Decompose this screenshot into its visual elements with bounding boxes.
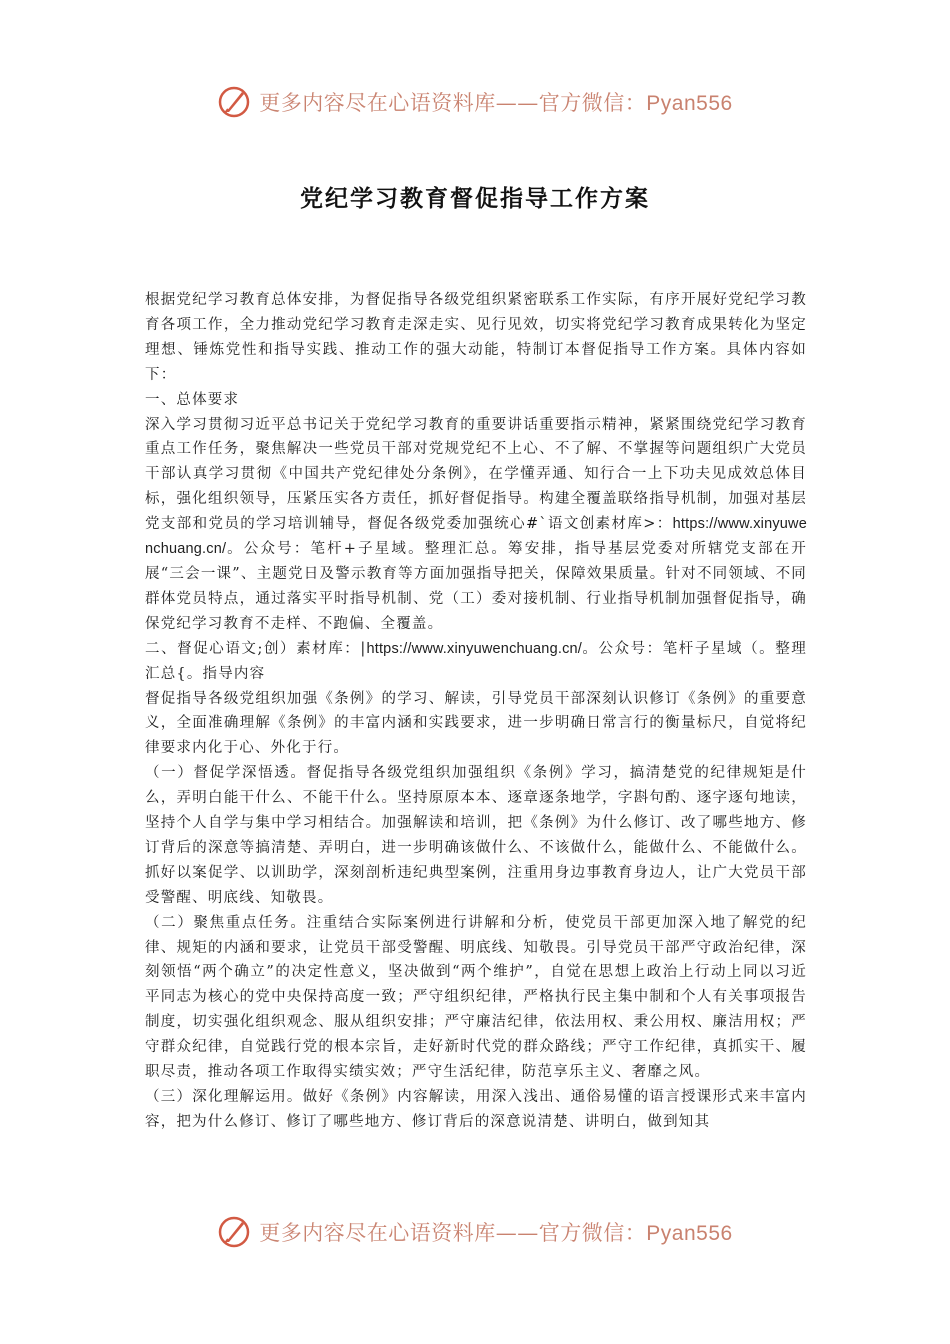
source-link-2[interactable]: https://www.xinyuwenchuang.cn/ <box>366 640 583 657</box>
paragraph-section-2: （二）聚焦重点任务。注重结合实际案例进行讲解和分析，使党员干部更加深入地了解党的纪律、规矩的内涵和要求，让党员干部受警醒、明底线、知敬畏。引导党员干部严守政治纪律，深刻领悟“两个确立”的决定性意义，坚决做到“两个维护”，自觉在思想上政治上行动上同以习近平同志为核心的党中央保持高度一致；严守组织纪律，严格执行民主集中制和个人有关事项报告制度，切实强化组织观念、服从组织安排；严守廉洁纪律，依法用权、秉公用权、廉洁用权；严守群众纪律，自觉践行党的根本宗旨，走好新时代党的群众路线；严守工作纪律，真抓实干、履职尽责，推动各项工作取得实绩实效；严守生活纪律，防范享乐主义、奢靡之风。 <box>145 914 807 1081</box>
quill-logo-icon <box>217 85 251 119</box>
paragraph-section-1: （一）督促学深悟透。督促指导各级党组织加强组织《条例》学习，搞清楚党的纪律规矩是什么，弄明白能干什么、不能干什么。坚持原原本本、逐章逐条地学，字斟句酌、逐字逐句地读，坚持个人自学与集中学习相结合。加强解读和培训，把《条例》为什么修订、改了哪些地方、修订背后的深意等搞清楚、弄明白，进一步明确该做什么、不该做什么，能做什么、不能做什么。抓好以案促学、以训助学，深刻剖析违纪典型案例，注重用身边事教育身边人，让广大党员干部受警醒、明底线、知敬畏。 <box>145 765 807 906</box>
watermark-wechat: Pyan556 <box>646 92 733 115</box>
paragraph-section-3: （三）深化理解运用。做好《条例》内容解读，用深入浅出、通俗易懂的语言授课形式来丰富内容，把为什么修订、修订了哪些地方、修订背后的深意说清楚、讲明白，做到知其 <box>145 1089 807 1130</box>
document-body <box>145 288 807 1135</box>
paragraph-intro: 根据党纪学习教育总体安排，为督促指导各级党组织紧密联系工作实际，有序开展好党纪学习教育各项工作，全力推动党纪学习教育走深走实、见行见效，切实将党纪学习教育成果转化为坚定理想、锤炼党性和指导实践、推动工作的强大动能，特制订本督促指导工作方案。具体内容如下： <box>145 292 807 383</box>
heading-general-requirements: 一、总体要求 <box>145 391 240 408</box>
source-link[interactable]: https://www.xinyuwenchuang.cn/ <box>145 516 807 558</box>
watermark-dash: —— <box>495 91 539 115</box>
paragraph-supervision: 督促指导各级党组织加强《条例》的学习、解读，引导党员干部深刻认识修订《条例》的重要意义，全面准确理解《条例》的丰富内涵和实践要求，进一步明确日常言行的衡量标尺，自觉将纪律要求内化于心、外化于行。 <box>145 690 807 757</box>
watermark-wechat: Pyan556 <box>646 1222 733 1245</box>
watermark-header <box>0 82 950 122</box>
watermark-text <box>259 87 732 117</box>
watermark-main: 更多内容尽在心语资料库 <box>259 1221 496 1245</box>
quill-logo-icon <box>217 1215 251 1249</box>
watermark-dash: —— <box>495 1221 539 1245</box>
watermark-text <box>259 1217 732 1247</box>
document-title: 党纪学习教育督促指导工作方案 <box>300 185 650 212</box>
watermark-label: 官方微信： <box>538 1221 647 1245</box>
watermark-label: 官方微信： <box>538 91 647 115</box>
heading-supervision: 二、督促心语文;创）素材库：|https://www.xinyuwenchuang.cn/。公众号：笔杆子星域（。整理汇总{。指导内容 <box>145 640 807 682</box>
watermark-footer <box>0 1212 950 1252</box>
watermark-main: 更多内容尽在心语资料库 <box>259 91 496 115</box>
paragraph-general-requirements: 深入学习贯彻习近平总书记关于党纪学习教育的重要讲话重要指示精神，紧紧围绕党纪学习教育重点工作任务，聚焦解决一些党员干部对党规党纪不上心、不了解、不掌握等问题组织广大党员干部认真学习贯彻《中国共产党纪律处分条例》，在学懂弄通、知行合一上下功夫见成效总体目标，强化组织领导，压紧压实各方责任，抓好督促指导。构建全覆盖联络指导机制，加强对基层党支部和党员的学习培训辅导，督促各级党委加强统心#`语文创素材库>：https://www.xinyuwenchuang.cn/。公众号：笔杆+子星域。整理汇总。筹安排，指导基层党委对所辖党支部在开展“三会一课”、主题党日及警示教育等方面加强指导把关，保障效果质量。针对不同领域、不同群体党员特点，通过落实平时指导机制、党（工）委对接机制、行业指导机制加强督促指导，确保党纪学习教育不走样、不跑偏、全覆盖。 <box>145 416 807 632</box>
